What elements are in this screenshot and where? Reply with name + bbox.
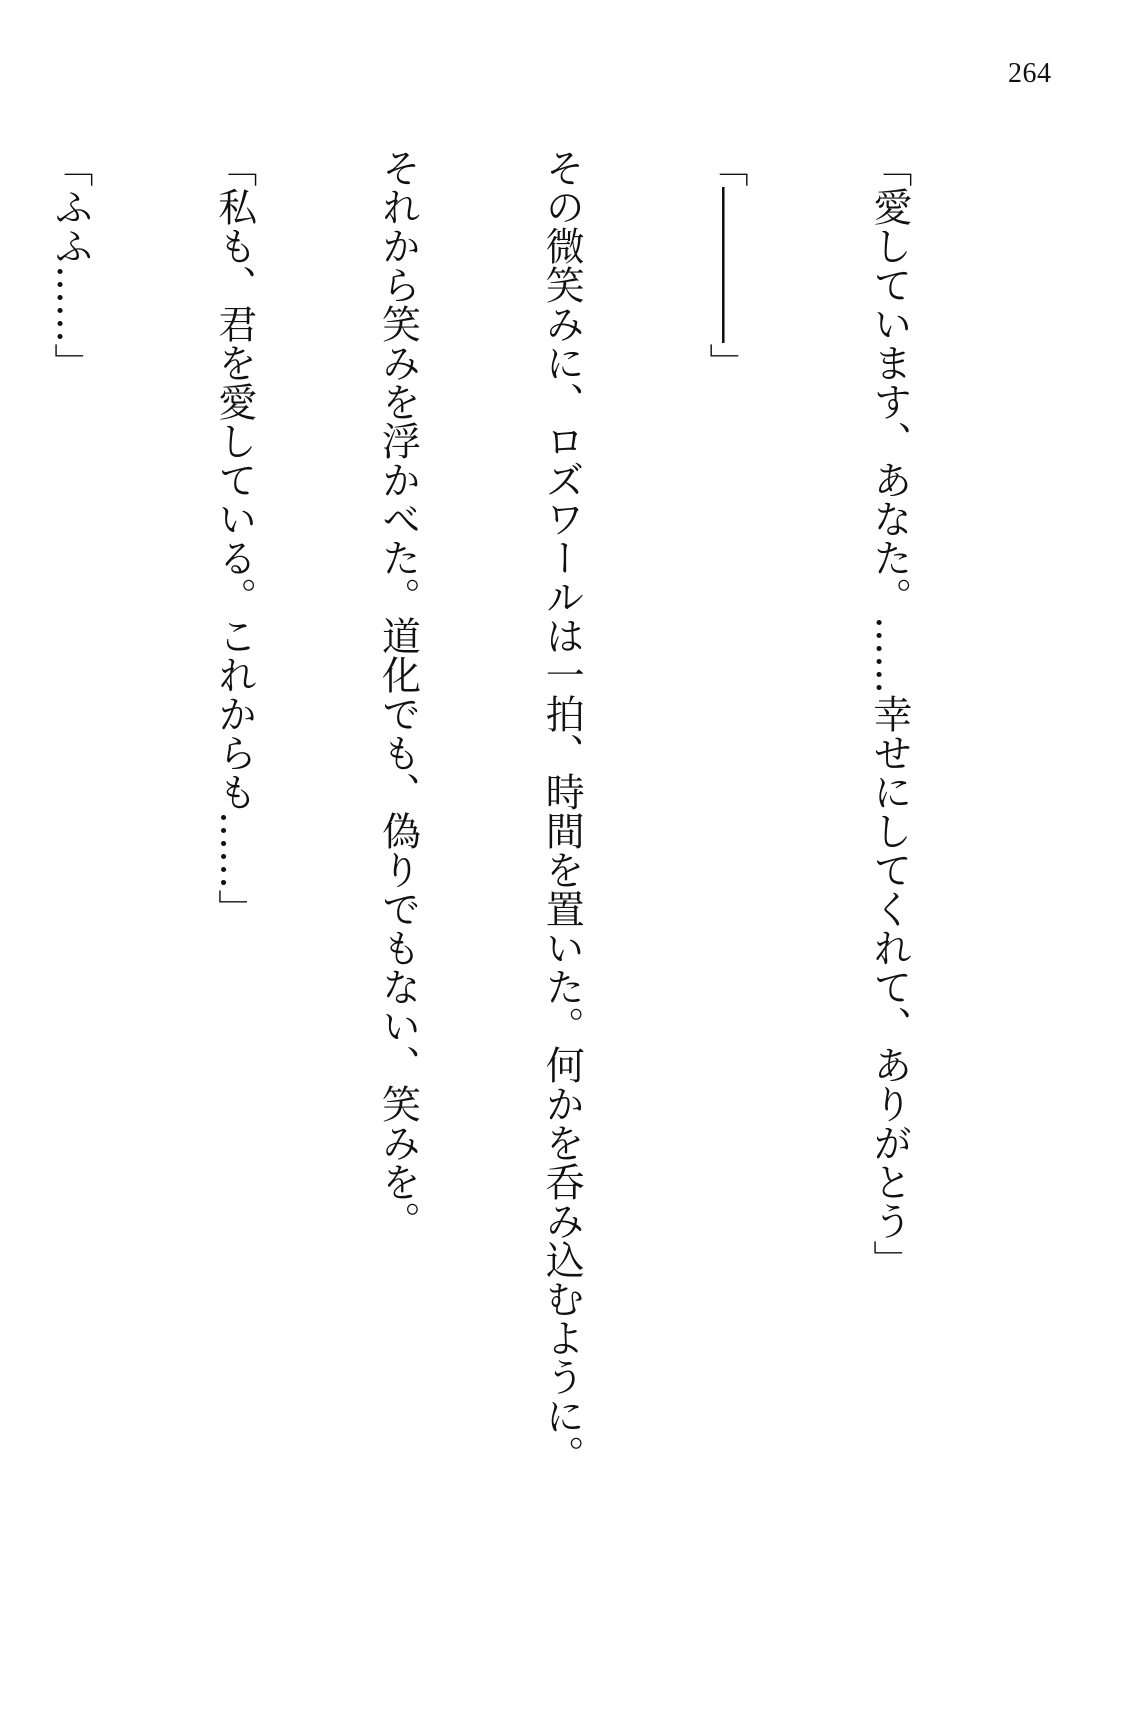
body-text: [0, 148, 1025, 1618]
text-line: 「私も、君を愛している。これからも……」: [211, 148, 257, 928]
page-number: 264: [1008, 58, 1052, 89]
text-line: その微笑みに、ロズワールは一拍、時間を置いた。何かを呑み込むように。: [539, 148, 585, 1474]
text-line: 「――――」: [703, 148, 749, 382]
text-line: それから笑みを浮かべた。道化でも、偽りでもない、笑みを。: [375, 148, 421, 1240]
text-line: 「愛しています、あなた。……幸せにしてくれて、ありがとう」: [866, 148, 912, 1279]
text-line: 「ふふ……」: [47, 148, 93, 382]
